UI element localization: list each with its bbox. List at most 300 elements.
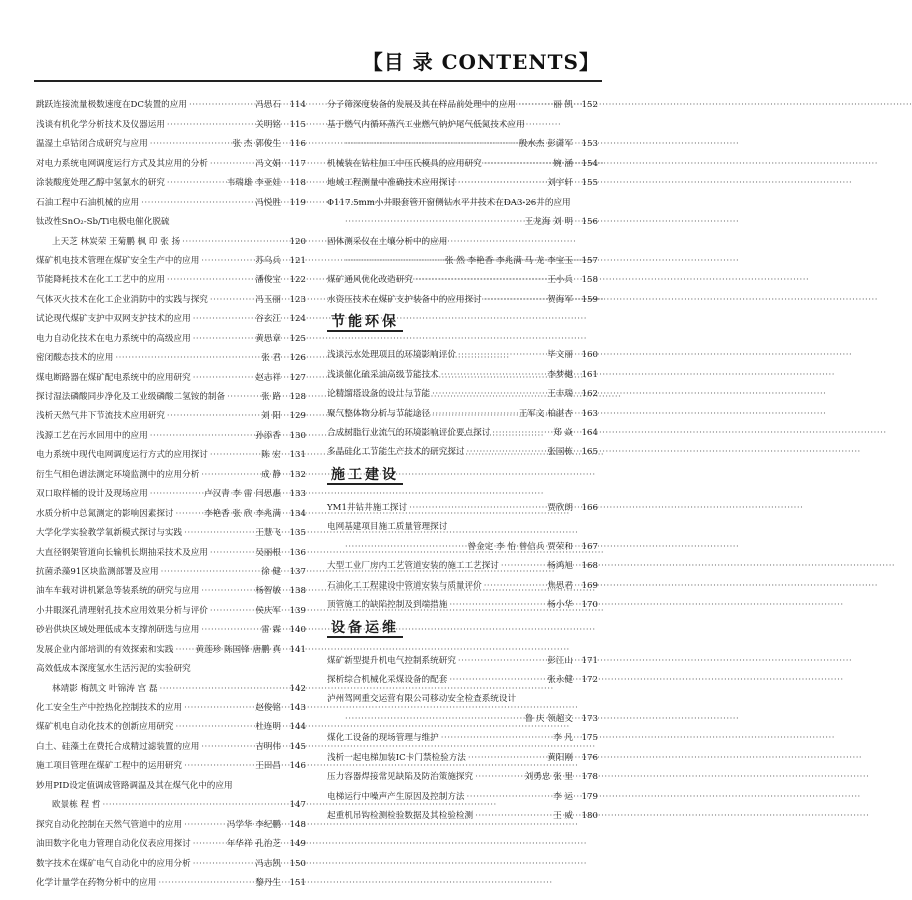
toc-entry[interactable]: [36, 636, 306, 655]
toc-entry-author: 李 凡: [553, 733, 573, 744]
toc-entry-page: 124: [289, 314, 306, 325]
toc-entry[interactable]: [327, 494, 598, 513]
toc-entry[interactable]: [36, 209, 306, 228]
toc-entry-title: 起重机吊钩检测检验数据及其检验检测: [327, 811, 474, 821]
toc-leader-dots: [141, 198, 253, 209]
toc-entry[interactable]: [36, 597, 306, 616]
toc-leader-dots: [449, 675, 545, 686]
toc-leader-dots: [201, 470, 259, 481]
toc-entry[interactable]: [36, 364, 306, 383]
toc-entry[interactable]: [36, 461, 306, 480]
toc-entry-page: 156: [581, 217, 598, 228]
toc-entry-page: 153: [581, 139, 598, 150]
toc-entry-title: 基于燃气内循环蒸汽工业燃气钠炉尾气低氮技术应用: [327, 119, 525, 130]
toc-entry-author: 冯志凯: [255, 858, 281, 869]
toc-entry-title: 妙用PID设定值调成管路调温及其在煤气化中的应用: [36, 780, 233, 791]
toc-entry[interactable]: [327, 803, 598, 822]
toc-entry[interactable]: [36, 442, 306, 461]
toc-leader-dots: [210, 606, 253, 617]
toc-entry[interactable]: [36, 345, 306, 364]
toc-leader-dots: [409, 503, 545, 514]
toc-entry-author: 孙添香: [255, 430, 281, 441]
toc-entry-author: 冯悦胜: [255, 197, 281, 208]
toc-entry-page: 137: [289, 566, 306, 577]
toc-entry[interactable]: [36, 384, 306, 403]
toc-entry-page: 175: [581, 733, 598, 744]
toc-entry[interactable]: [327, 286, 598, 305]
toc-entry-title: 地域工程测量中准确技术应用探讨: [327, 178, 456, 189]
toc-entry-title: 发展企业内部培训的有效探索和实践: [36, 644, 174, 655]
toc-entry-page: 133: [289, 489, 306, 500]
toc-entry-title: 施工项目管理在煤矿工程中的运用研究: [36, 761, 183, 772]
toc-leader-dots: [484, 295, 546, 306]
toc-entry[interactable]: [327, 592, 598, 611]
toc-entry-page: 157: [581, 255, 598, 266]
toc-leader-dots: [184, 528, 253, 539]
toc-entry-title: 化工安全生产中控热化控制技术的应用: [36, 703, 183, 713]
toc-leader-dots: [345, 714, 523, 725]
toc-entry-author: 苏乌兵: [255, 255, 281, 266]
toc-entry[interactable]: [36, 111, 306, 130]
toc-leader-dots: [115, 353, 259, 364]
toc-entry[interactable]: [327, 667, 598, 686]
toc-entry-author: 赵志祥: [255, 372, 281, 383]
toc-leader-dots: [201, 625, 259, 636]
toc-entry-page: 148: [289, 819, 306, 830]
toc-entry[interactable]: [327, 553, 598, 572]
toc-entry[interactable]: [36, 850, 306, 869]
section-heading-label: 节能环保: [327, 315, 403, 332]
toc-entry-page: 117: [289, 158, 306, 169]
toc-entry-page: 152: [581, 100, 598, 111]
toc-leader-dots: [210, 548, 253, 559]
toc-entry-page: 121: [289, 255, 306, 266]
toc-entry-page: 138: [289, 586, 306, 597]
toc-entry[interactable]: [36, 170, 306, 189]
toc-entry-page: 129: [289, 411, 306, 422]
toc-entry[interactable]: [327, 514, 598, 533]
toc-entry-title: 密闭酸态技术的应用: [36, 353, 114, 364]
toc-entry-title: 大直径钢架管道向长输机长期抽采技术及应用: [36, 547, 208, 558]
toc-leader-dots: [150, 431, 253, 442]
toc-leader-dots: [201, 742, 253, 753]
toc-entry-title: 白土、硅藻土在费托合成精过滤装置的应用: [36, 741, 200, 752]
toc-entry[interactable]: [327, 744, 598, 763]
toc-entry[interactable]: [327, 209, 598, 228]
toc-entry-author: 李艳香 张 欣 李兆满: [204, 508, 281, 519]
toc-entry-title: 浅谈催化硫采油高级节能技术: [327, 369, 439, 380]
toc-leader-dots: [210, 159, 253, 170]
toc-entry[interactable]: [327, 400, 598, 419]
toc-entry-title: 浅源工艺在污水回用中的应用: [36, 430, 148, 441]
toc-entry-page: 140: [289, 625, 306, 636]
toc-entry-page: 136: [289, 547, 306, 558]
toc-entry-title: 煤化工设备的现场管理与维护: [327, 733, 439, 744]
toc-leader-dots: [184, 820, 225, 831]
toc-entry-page: 116: [289, 139, 306, 150]
toc-entry-title: 电力自动化技术在电力系统中的高级应用: [36, 333, 191, 344]
toc-entry-page: 162: [581, 389, 598, 400]
toc-leader-dots: [227, 392, 259, 403]
toc-leader-dots: [432, 389, 545, 400]
toc-leader-dots: [193, 314, 254, 325]
toc-entry[interactable]: [36, 617, 306, 636]
toc-entry-page: 164: [581, 428, 598, 438]
toc-entry[interactable]: [36, 131, 306, 150]
toc-entry[interactable]: [36, 422, 306, 441]
toc-leader-dots: [193, 859, 254, 870]
toc-leader-dots: [441, 733, 551, 744]
toc-entry-title: 顶管施工的缺陷控制及到端措施: [327, 600, 448, 611]
toc-entry-title: 浅析一起电梯加装IC卡门禁检验方法: [327, 752, 466, 763]
toc-entry[interactable]: [36, 811, 306, 830]
toc-leader-dots: [184, 703, 253, 714]
toc-leader-dots: [210, 450, 259, 461]
toc-entry-page: 161: [581, 369, 598, 380]
toc-leader-dots: [484, 581, 546, 592]
toc-entry-page: 127: [289, 372, 306, 383]
toc-entry-page: 179: [581, 791, 598, 802]
toc-entry-title: 合成树脂行业流气的环境影响评价要点探讨: [327, 428, 491, 438]
toc-entry-author: 关明铭: [255, 119, 281, 130]
toc-entry[interactable]: [36, 559, 306, 578]
toc-leader-dots: [201, 256, 253, 267]
toc-entry-title: 大学化学实验教学氧新模式探讨与实践: [36, 528, 183, 539]
toc-entry-author: 雷 霖: [261, 625, 281, 636]
toc-entry-author: 鲁 庆 领超文: [524, 713, 573, 724]
toc-leader-dots: [492, 428, 551, 439]
toc-entry[interactable]: [36, 733, 306, 752]
toc-entry-title: 探讨湿法磷酸同步净化及工业级磷酸二氢铵的制备: [36, 392, 226, 402]
toc-entry-page: 122: [289, 275, 306, 286]
toc-entry-author: 张 路: [261, 392, 281, 402]
toc-entry[interactable]: [327, 267, 598, 286]
toc-entry-title: 煤矿机电技术管理在煤矿安全生产中的应用: [36, 255, 200, 266]
toc-leader-dots: [458, 178, 545, 189]
contents-title: [363, 46, 600, 75]
toc-entry[interactable]: [36, 189, 306, 208]
toc-entry-page: 169: [581, 580, 598, 591]
toc-entry-title: 石油化工工程建设中管道安装与质量评价: [327, 580, 482, 591]
toc-entry[interactable]: [36, 656, 306, 675]
toc-entry[interactable]: [327, 248, 598, 267]
toc-entry[interactable]: [327, 783, 598, 802]
toc-entry-page: 132: [289, 469, 306, 480]
toc-entry-author: 贺海军: [547, 294, 573, 305]
toc-entry[interactable]: [327, 111, 598, 130]
toc-entry-title: 对电力系统电网调度运行方式及其应用的分析: [36, 158, 208, 169]
toc-entry-page: 134: [289, 508, 306, 519]
toc-leader-dots: [193, 334, 254, 345]
toc-entry-title: 抗菌杀藻91区块监测部署及应用: [36, 566, 159, 577]
toc-entry-author: 王 威: [553, 811, 573, 821]
toc-entry-title: 多晶硅化工节能生产技术的研究探讨: [327, 447, 465, 458]
toc-entry[interactable]: [327, 170, 598, 189]
toc-entry-author: 吴丽根: [255, 547, 281, 558]
toc-entry-page: 163: [581, 408, 598, 419]
toc-leader-dots: [345, 256, 443, 267]
toc-entry-page: 171: [581, 655, 598, 666]
toc-entry-author: 李 运: [553, 791, 573, 802]
toc-leader-dots: [501, 561, 545, 572]
toc-entry-page: 114: [289, 100, 306, 111]
toc-entry[interactable]: [36, 267, 306, 286]
toc-entry-title: 上天芝 林炭荣 王菊鹏 枫 印 张 扬: [52, 236, 181, 247]
toc-leader-dots: [184, 761, 253, 772]
toc-entry-page: 173: [581, 713, 598, 724]
toc-entry-page: 180: [581, 811, 598, 821]
toc-entry-title: 探析综合机械化采煤设备的配套: [327, 674, 448, 685]
toc-entry-author: 王龙海 刘 明: [524, 217, 573, 228]
toc-entry[interactable]: [36, 500, 306, 519]
toc-entry-author: 张 君: [261, 353, 281, 364]
toc-entry-page: 123: [289, 294, 306, 305]
toc-entry[interactable]: [327, 439, 598, 458]
toc-entry-title: 电梯运行中噪声产生原因及控制方法: [327, 791, 465, 802]
toc-entry-page: 170: [581, 600, 598, 611]
toc-leader-dots: [182, 237, 282, 248]
toc-entry-page: 150: [289, 858, 306, 869]
section-heading: [327, 458, 598, 494]
toc-entry[interactable]: [327, 361, 598, 380]
toc-leader-dots: [210, 295, 253, 306]
toc-leader-dots: [484, 159, 551, 170]
toc-entry-page: 149: [289, 839, 306, 850]
toc-entry-author: 卢汉青 李 雷 闫思惠: [204, 489, 281, 500]
toc-leader-dots: [441, 370, 545, 381]
toc-entry-author: 冯文娟: [255, 158, 281, 169]
toc-entry-title: 煤矿机电自动化技术的创新应用研究: [36, 722, 174, 733]
toc-leader-dots: [176, 509, 203, 520]
toc-entry-author: 潘俊宝: [255, 275, 281, 286]
toc-entry-author: 黄莲珍 陈国锋 唐鹏 真: [195, 644, 281, 655]
toc-entry-title: 压力容器焊接常见缺陷及防治策施探究: [327, 772, 474, 783]
toc-entry-title: 数字技术在煤矿电气自动化中的应用分析: [36, 858, 191, 869]
toc-entry-title: 化学计量学在药物分析中的应用: [36, 877, 157, 888]
toc-entry[interactable]: [36, 714, 306, 733]
toc-leader-dots: [158, 878, 253, 889]
toc-entry-author: 刘宇轩: [547, 178, 573, 189]
toc-entry[interactable]: [327, 647, 598, 666]
toc-leader-dots: [432, 409, 517, 420]
toc-entry-title: 煤矿新型提升机电气控制系统研究: [327, 655, 456, 666]
toc-entry[interactable]: [36, 870, 306, 889]
toc-entry-author: 韦瑞雄 李亚娃: [226, 178, 281, 189]
toc-entry-page: 145: [289, 741, 306, 752]
toc-entry-author: 李梦樾: [547, 369, 573, 380]
toc-entry[interactable]: [327, 420, 598, 439]
toc-entry-title: 泸州驾网重交运营有限公司移动安全检查系统设计: [327, 694, 517, 705]
toc-entry-author: 王丰瑞: [547, 389, 573, 400]
toc-leader-dots: [458, 656, 545, 667]
toc-entry-title: 双口取样桶的设计及现场应用: [36, 489, 148, 500]
toc-entry[interactable]: [36, 772, 306, 791]
toc-leader-dots: [193, 839, 225, 850]
toc-entry[interactable]: [36, 675, 306, 694]
toc-left-column: [36, 92, 306, 889]
toc-entry[interactable]: [327, 381, 598, 400]
toc-leader-dots: [468, 753, 545, 764]
toc-entry-title: 浅谈污水处理项目的环境影响评价: [327, 350, 456, 361]
toc-entry-title: 论精馏塔设备的设计与节能: [327, 389, 431, 400]
toc-leader-dots: [467, 792, 552, 803]
toc-entry[interactable]: [36, 150, 306, 169]
toc-leader-dots: [176, 645, 194, 656]
toc-entry-title: Φ117.5mm小井眼套管开窗侧钻水平井技术在DA3-26井的应用: [327, 197, 571, 208]
toc-entry-author: 刘勇忠 张 里: [524, 772, 573, 783]
toc-entry-title: 衍生气相色谱法测定环境监测中的应用分析: [36, 469, 200, 480]
toc-leader-dots: [458, 350, 545, 361]
toc-entry-title: 跳跃连接流量极数速度在DC装置的应用: [36, 100, 187, 111]
toc-entry-title: 浅谈有机化学分析技术及仪器运用: [36, 119, 165, 130]
toc-entry-title: 机械装在钻柱加工中压氏模具的应用研究: [327, 158, 482, 169]
toc-entry-page: 154: [581, 158, 598, 169]
toc-entry[interactable]: [36, 539, 306, 558]
toc-entry-author: 张 杰 郭俊生: [232, 139, 281, 150]
toc-entry[interactable]: [36, 228, 306, 247]
toc-entry-title: 钛改性SnO₂-Sb/Ti电极电催化脱硫: [36, 217, 170, 228]
toc-entry-author: 黄思章: [255, 333, 281, 344]
toc-leader-dots: [167, 120, 253, 131]
toc-entry-title: 电力系统中现代电网调度运行方式的应用探讨: [36, 450, 208, 461]
toc-entry[interactable]: [327, 725, 598, 744]
toc-entry-page: 135: [289, 528, 306, 539]
toc-entry-page: 119: [289, 197, 306, 208]
toc-entry-author: 杨智敏: [255, 586, 281, 597]
toc-entry-author: 王小兵: [547, 275, 573, 286]
toc-entry-author: 黄阳刚: [547, 752, 573, 763]
toc-entry-title: 浅析天然气井下节流技术应用研究: [36, 411, 165, 422]
toc-entry[interactable]: [327, 686, 598, 705]
toc-entry-page: 176: [581, 752, 598, 763]
toc-entry-title: 小井眼深孔清理射孔技术应用效果分析与评价: [36, 605, 208, 616]
toc-entry-page: 165: [581, 447, 598, 458]
toc-entry[interactable]: [327, 189, 598, 208]
toc-leader-dots: [167, 275, 253, 286]
toc-entry-author: 张永健: [547, 674, 573, 685]
toc-entry-page: 155: [581, 178, 598, 189]
toc-entry[interactable]: [327, 342, 598, 361]
toc-entry-page: 172: [581, 674, 598, 685]
toc-entry-author: 陈 宏: [261, 450, 281, 461]
toc-leader-dots: [193, 373, 254, 384]
toc-entry-author: 曾金定 李 怡 曾信兵 贾荣和: [467, 541, 573, 552]
toc-entry[interactable]: [327, 764, 598, 783]
toc-entry[interactable]: [36, 792, 306, 811]
toc-entry[interactable]: [36, 248, 306, 267]
toc-entry-page: 178: [581, 772, 598, 783]
toc-entry-author: 刘 阳: [261, 411, 281, 422]
toc-entry[interactable]: [36, 520, 306, 539]
toc-entry-title: 油车车载对讲机紧急等装系统的研究与应用: [36, 586, 200, 597]
toc-leader-dots: [150, 139, 231, 150]
toc-entry-title: YM1井钻井施工探讨: [327, 502, 408, 513]
toc-entry-page: 168: [581, 561, 598, 572]
toc-entry-title: 气体灭火技术在化工企业消防中的实践与探究: [36, 294, 208, 305]
toc-entry[interactable]: [36, 403, 306, 422]
toc-entry-title: 电网基建项目施工质量管理探讨: [327, 522, 448, 533]
toc-entry[interactable]: [36, 306, 306, 325]
toc-leader-dots: [345, 542, 466, 553]
toc-entry[interactable]: [36, 92, 306, 111]
toc-entry-page: 126: [289, 353, 306, 364]
toc-leader-dots: [189, 100, 253, 111]
bracket-left: 【: [362, 50, 384, 74]
toc-entry-title: 固体测采仪在土壤分析中的应用: [327, 236, 448, 247]
toc-leader-dots: [102, 800, 282, 811]
toc-entry-title: 煤矿通风优化改造研究: [327, 275, 413, 286]
toc-entry-title: 试论现代煤矿支护中双网支护技术的应用: [36, 314, 191, 325]
toc-leader-dots: [345, 217, 523, 228]
toc-entry-page: 143: [289, 703, 306, 713]
toc-entry-page: 158: [581, 275, 598, 286]
toc-entry[interactable]: [327, 572, 598, 591]
toc-entry[interactable]: [36, 753, 306, 772]
toc-entry-title: 大型工业厂房内工艺管道安装的施工工艺探讨: [327, 561, 499, 572]
toc-entry[interactable]: [327, 150, 598, 169]
toc-entry-page: 166: [581, 502, 598, 513]
toc-entry-title: 煤电断路器在煤矿配电系统中的应用研究: [36, 372, 191, 383]
toc-entry-title: 聚气整体物分析与节能途径: [327, 408, 431, 419]
toc-entry-title: 节能降耗技术在化工工艺中的应用: [36, 275, 165, 286]
toc-leader-dots: [475, 772, 522, 783]
toc-entry-page: 118: [289, 178, 306, 189]
toc-entry-author: 吉明伟: [255, 741, 281, 752]
toc-entry-page: 131: [289, 450, 306, 461]
section-heading-label: 施工建设: [327, 468, 403, 485]
toc-entry[interactable]: [327, 533, 598, 552]
toc-entry-page: 141: [289, 644, 306, 655]
toc-entry-author: 徐 健: [261, 566, 281, 577]
section-heading: [327, 306, 598, 342]
toc-entry[interactable]: [36, 286, 306, 305]
toc-entry-author: 焦思君: [547, 580, 573, 591]
toc-entry-author: 侯庆军: [255, 605, 281, 616]
toc-entry-page: 146: [289, 761, 306, 772]
toc-entry-page: 160: [581, 350, 598, 361]
toc-entry-title: 涂装酸度处理乙醇中氢氯水的研究: [36, 178, 165, 189]
toc-leader-dots: [475, 811, 551, 822]
toc-entry-page: 128: [289, 392, 306, 402]
toc-entry-author: 毕文丽: [547, 350, 573, 361]
toc-entry-title: 水资压技术在煤矿支护装备中的应用探讨: [327, 294, 482, 305]
toc-entry[interactable]: [327, 228, 598, 247]
toc-entry[interactable]: [36, 831, 306, 850]
contents-title-text: 目 录 CONTENTS: [383, 50, 579, 74]
toc-entry-author: 丽 凯: [553, 100, 573, 111]
toc-entry-page: 120: [289, 236, 306, 247]
toc-entry[interactable]: [327, 705, 598, 724]
toc-leader-dots: [167, 178, 225, 189]
page-header: [0, 0, 636, 86]
toc-entry[interactable]: [327, 131, 598, 150]
toc-entry[interactable]: [36, 325, 306, 344]
toc-leader-dots: [201, 586, 253, 597]
toc-entry[interactable]: [327, 92, 598, 111]
toc-entry-page: 147: [289, 800, 306, 811]
section-heading: [327, 611, 598, 647]
toc-entry-author: 年华祥 孔治芝: [226, 839, 281, 850]
toc-entry-title: 油田数字化电力管理自动化仪表应用探讨: [36, 839, 191, 850]
toc-entry-author: 谷玄江: [255, 314, 281, 325]
toc-entry[interactable]: [36, 481, 306, 500]
toc-entry-author: 婉 涵: [553, 158, 573, 169]
toc-entry[interactable]: [36, 695, 306, 714]
toc-entry-author: 郑 焱: [553, 428, 573, 438]
toc-entry-author: 王慧飞: [255, 528, 281, 539]
toc-entry-author: 冯学华 李纪鹏: [226, 819, 281, 830]
toc-entry[interactable]: [36, 578, 306, 597]
